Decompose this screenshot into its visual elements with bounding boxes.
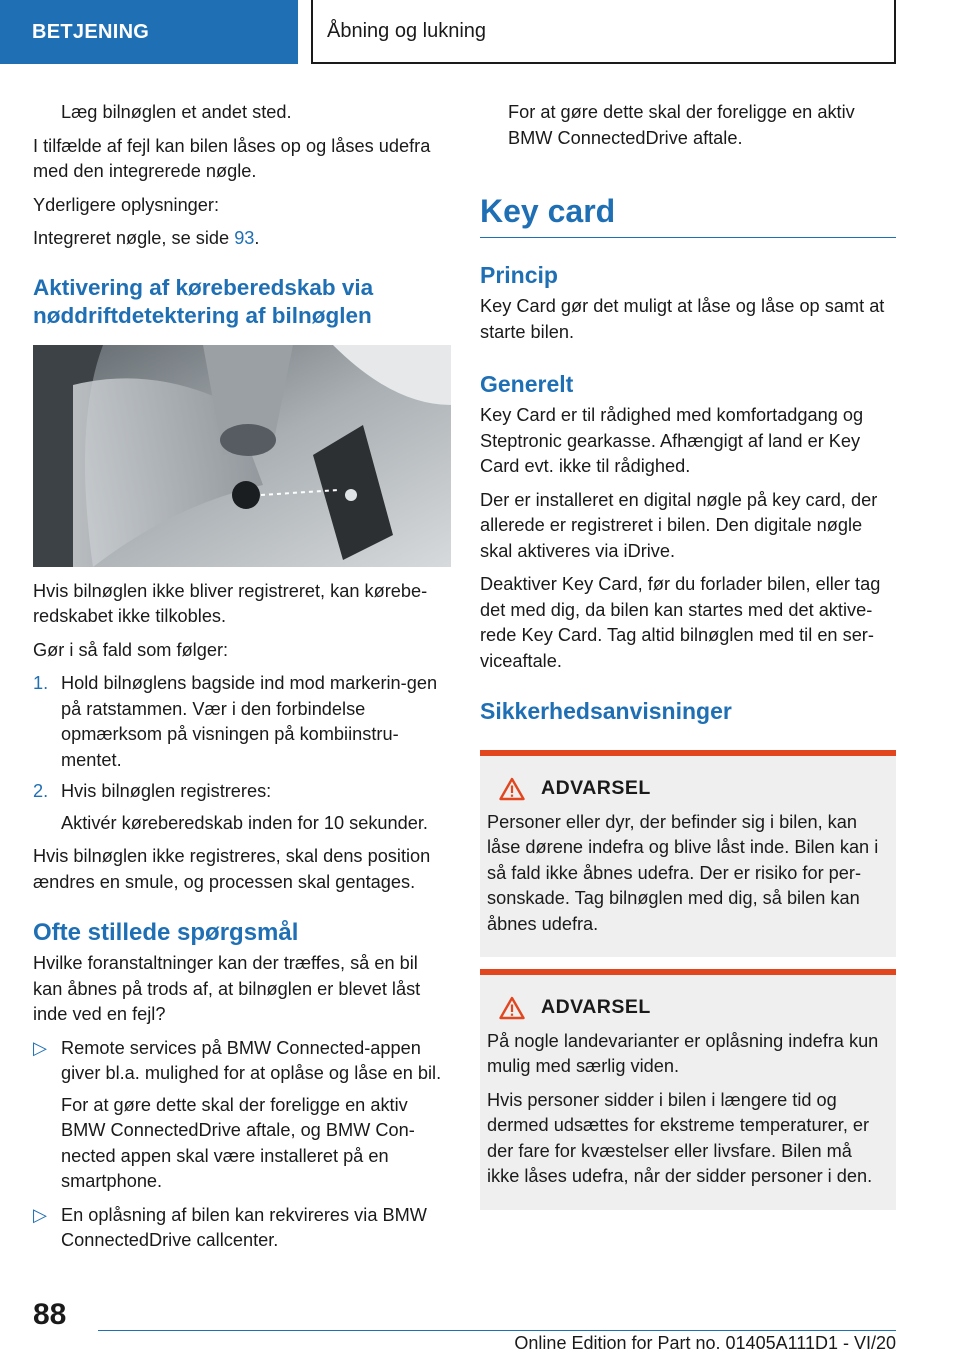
paragraph: Læg bilnøglen et andet sted.	[61, 102, 292, 122]
paragraph: For at gøre dette skal der foreligge en aktiv BMW ConnectedDrive aftale, og BMW Con‐nected appen skal være installeret på en smartphone.	[61, 1094, 415, 1191]
header-section-tab	[0, 0, 298, 64]
warning-title: ADVARSEL	[541, 777, 651, 799]
paragraph: I tilfælde af fejl kan bilen låses op og låses udefra med den integrerede nøgle.	[33, 135, 431, 181]
section-heading-faq: Ofte stillede spørgsmål	[33, 919, 299, 946]
step-number: 2.	[33, 781, 49, 801]
chapter-heading-key-card: Key card	[480, 191, 896, 238]
step-text: Hvis bilnøglen registreres:	[61, 781, 272, 801]
cross-reference-text: Integreret nøgle, se side	[33, 228, 235, 248]
heading-safety: Sikkerhedsanvisninger	[480, 698, 732, 724]
paragraph: Aktivér køreberedskab inden for 10 sekunder.	[61, 812, 428, 833]
warning-box	[480, 969, 896, 1210]
warning-title: ADVARSEL	[541, 996, 651, 1018]
punctuation: .	[254, 228, 260, 248]
list-item	[33, 779, 451, 805]
paragraph: Yderligere oplysninger:	[33, 194, 220, 215]
warning-text: Hvis personer sidder i bilen i længere tid og dermed udsættes for ekstreme temperaturer, er der fare for kvæstelser eller livsfare. Bilen må ikke låses udefra, når der sidder personer i den.	[487, 1089, 873, 1186]
paragraph: Deaktiver Key Card, før du forlader bilen, eller tag det med dig, da bilen kan startes med det aktive‐rede Key Card. Tag altid bilnøglen med til en ser‐viceaftale.	[480, 574, 881, 671]
paragraph: Gør i så fald som følger:	[33, 639, 229, 660]
bullet-text: En oplåsning af bilen kan rekvireres via BMW ConnectedDrive callcenter.	[61, 1204, 427, 1250]
page-number: 88	[33, 1298, 67, 1331]
step-text: Hold bilnøglens bagside ind mod markerin‐gen på ratstammen. Vær i den forbindelse opmærksom på visningen på kombiinstru‐mentet.	[61, 673, 438, 770]
list-item	[33, 671, 451, 773]
paragraph: Hvis bilnøglen ikke registreres, skal dens position ændres en smule, og processen skal gentages.	[33, 846, 431, 892]
paragraph: Hvilke foranstaltninger kan der træffes, så en bil kan åbnes på trods af, at bilnøglen er blevet låst inde ved en fejl?	[33, 953, 421, 1024]
warning-text: På nogle landevarianter er oplåsning indefra kun mulig med særlig viden.	[487, 1030, 879, 1076]
bullet-text: Remote services på BMW Connected-appen giver bl.a. mulighed for at oplåse og låse en bil.	[61, 1037, 442, 1083]
triangle-bullet-icon: ▷	[33, 1204, 47, 1225]
warning-triangle-icon	[499, 996, 525, 1020]
page-link[interactable]: 93	[234, 228, 255, 248]
paragraph: Key Card er til rådighed med komfortadgang og Steptronic gearkasse. Afhængigt af land er Key Card evt. ikke til rådighed.	[480, 405, 864, 476]
warning-triangle-icon	[499, 777, 525, 801]
section-heading-activation: Aktivering af køreberedskab via nøddriftdetektering af bilnøglen	[33, 274, 374, 328]
header-topic-label: Åbning og lukning	[327, 19, 487, 42]
warning-text: Personer eller dyr, der befinder sig i bilen, kan låse dørene indefra og blive låst inde. Bilen kan i så fald ikke åbnes udefra. Der er risiko for per‐sonskade. Tag bilnøglen med dig, så bilen kan åbnes udefra.	[487, 811, 879, 934]
warning-header	[487, 776, 888, 802]
footer-edition: Online Edition for Part no. 01405A111D1 - VI/20	[514, 1333, 896, 1353]
footer-divider	[98, 1330, 896, 1331]
heading-princip: Princip	[480, 262, 558, 288]
triangle-bullet-icon: ▷	[33, 1037, 47, 1058]
right-column	[480, 100, 896, 1210]
header-section-label: BETJENING	[32, 20, 150, 43]
list-item	[33, 1036, 451, 1087]
heading-generelt: Generelt	[480, 371, 574, 397]
paragraph: Key Card gør det muligt at låse og låse op samt at starte bilen.	[480, 296, 885, 342]
warning-box	[480, 750, 896, 957]
warning-header	[487, 995, 888, 1021]
cross-reference	[33, 226, 451, 252]
header-topic-box	[311, 0, 896, 64]
paragraph: Hvis bilnøglen ikke bliver registreret, kan kørebe‐redskabet ikke tilkobles.	[33, 580, 428, 626]
left-column	[33, 100, 451, 1260]
list-item	[33, 1203, 451, 1254]
paragraph: For at gøre dette skal der foreligge en aktiv BMW ConnectedDrive aftale.	[508, 102, 855, 148]
paragraph: Der er installeret en digital nøgle på key card, der allerede er registreret i bilen. Den digitale nøgle skal aktiveres via iDrive.	[480, 489, 878, 561]
steering-column-key-photo	[33, 345, 451, 567]
step-number: 1.	[33, 673, 49, 693]
